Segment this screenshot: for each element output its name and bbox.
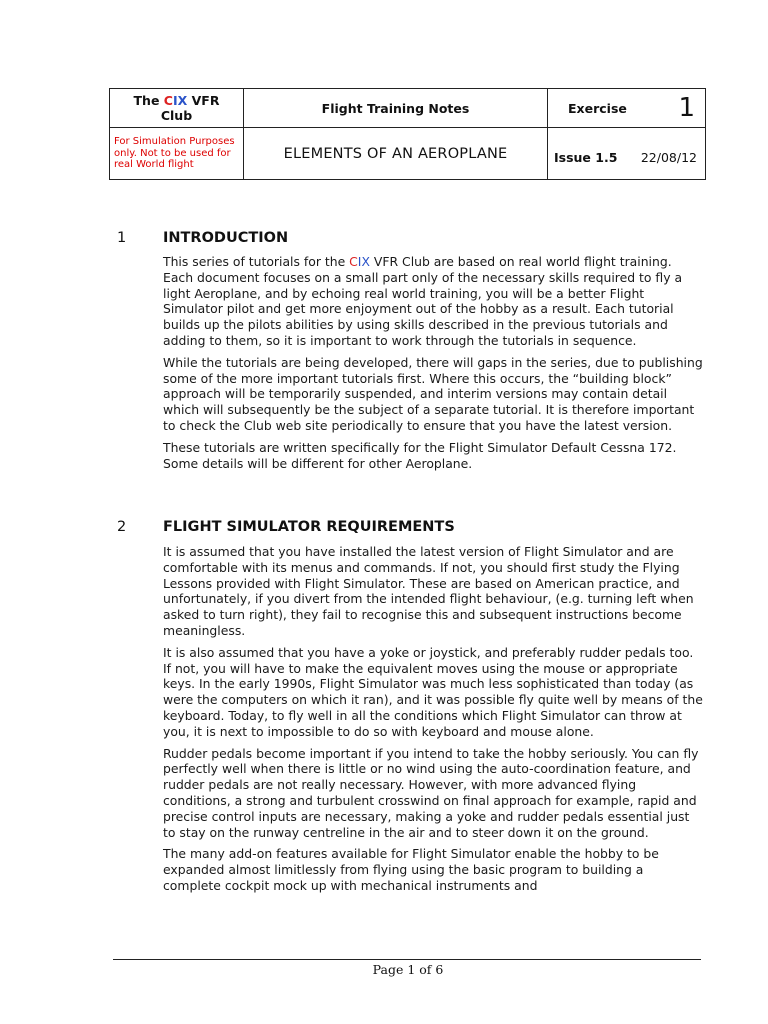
issue-cell (548, 128, 706, 180)
document-title: ELEMENTS OF AN AEROPLANE (244, 128, 548, 180)
paragraph: While the tutorials are being developed, there will gaps in the series, due to publishing some of the more important tutorials first. Where this occurs, the “building block” approach will be temporarily suspended, and interim versions may contain detail which will subsequently be the subject of a separate tutorial. It is therefore important to check the Club web site periodically to ensure that you have the latest version. (163, 354, 703, 433)
footer-divider (113, 959, 701, 960)
exercise-cell (548, 89, 706, 128)
paragraph: This series of tutorials for the CIX VFR Club are based on real world flight training. Each document focuses on a small part only of the necessary skills required to fly a light Aeroplane, and by echoing real world training, you will be a better Flight Simulator pilot and get more enjoyment out of the hobby as a result. Each tutorial builds up the pilots abilities by using skills described in the previous tutorials and adding to them, so it is important to work through the tutorials in sequence. (163, 254, 683, 348)
header-table (109, 88, 706, 180)
section-body-requirements (163, 544, 703, 900)
notes-title: Flight Training Notes (244, 89, 548, 128)
section-title: FLIGHT SIMULATOR REQUIREMENTS (163, 519, 455, 535)
section-title: INTRODUCTION (163, 230, 289, 246)
issue-date: 22/08/12 (640, 150, 697, 165)
paragraph: These tutorials are written specifically for the Flight Simulator Default Cessna 172. Some details will be different for other Aeroplane. (163, 439, 677, 471)
disclaimer: For Simulation Purposes only. Not to be used for real World flight (110, 128, 244, 180)
section-number: 1 (117, 230, 127, 246)
paragraph: It is assumed that you have installed the latest version of Flight Simulator and are comfortable with its menus and commands. If not, you should first study the Flying Lessons provided with Flight Simulator. These are based on American practice, and unfortunately, if you divert from the intended flight behaviour, (e.g. turning left when asked to turn right), they fail to recognise this and subsequent instructions become meaningless. (163, 544, 694, 638)
paragraph: Rudder pedals become important if you intend to take the hobby seriously. You can fly perfectly well when there is little or no wind using the auto-coordination feature, and rudder pedals are not really necessary. However, with more advanced flying conditions, a strong and turbulent crosswind on final approach for example, rapid and precise control inputs are necessary, making a yoke and rudder pedals essential just to stay on the runway centreline in the air and to steer down it on the ground. (163, 745, 699, 840)
club-name: The CIX VFR Club (110, 89, 244, 128)
section-body-introduction (163, 254, 703, 477)
paragraph: It is also assumed that you have a yoke or joystick, and preferably rudder pedals too. If not, you will have to make the equivalent moves using the mouse or appropriate keys. In the early 1990s, Flight Simulator was much less sophisticated than today (as were the computers on which it ran), and it was possible fly quite well by means of the keyboard. Today, to fly well in all the conditions which Flight Simulator can throw at you, it is next to impossible to do so with keyboard and mouse alone. (163, 644, 703, 739)
paragraph: The many add-on features available for Flight Simulator enable the hobby to be expanded almost limitlessly from flying using the basic program to building a complete cockpit mock up with mechanical instruments and (163, 846, 659, 893)
section-heading-requirements (117, 519, 455, 535)
issue-number: Issue 1.5 (554, 150, 618, 165)
page-number: Page 1 of 6 (372, 962, 444, 977)
exercise-number: 1 (678, 93, 695, 123)
section-heading-introduction (117, 230, 288, 246)
section-number: 2 (117, 519, 127, 535)
exercise-label: Exercise (568, 101, 627, 116)
